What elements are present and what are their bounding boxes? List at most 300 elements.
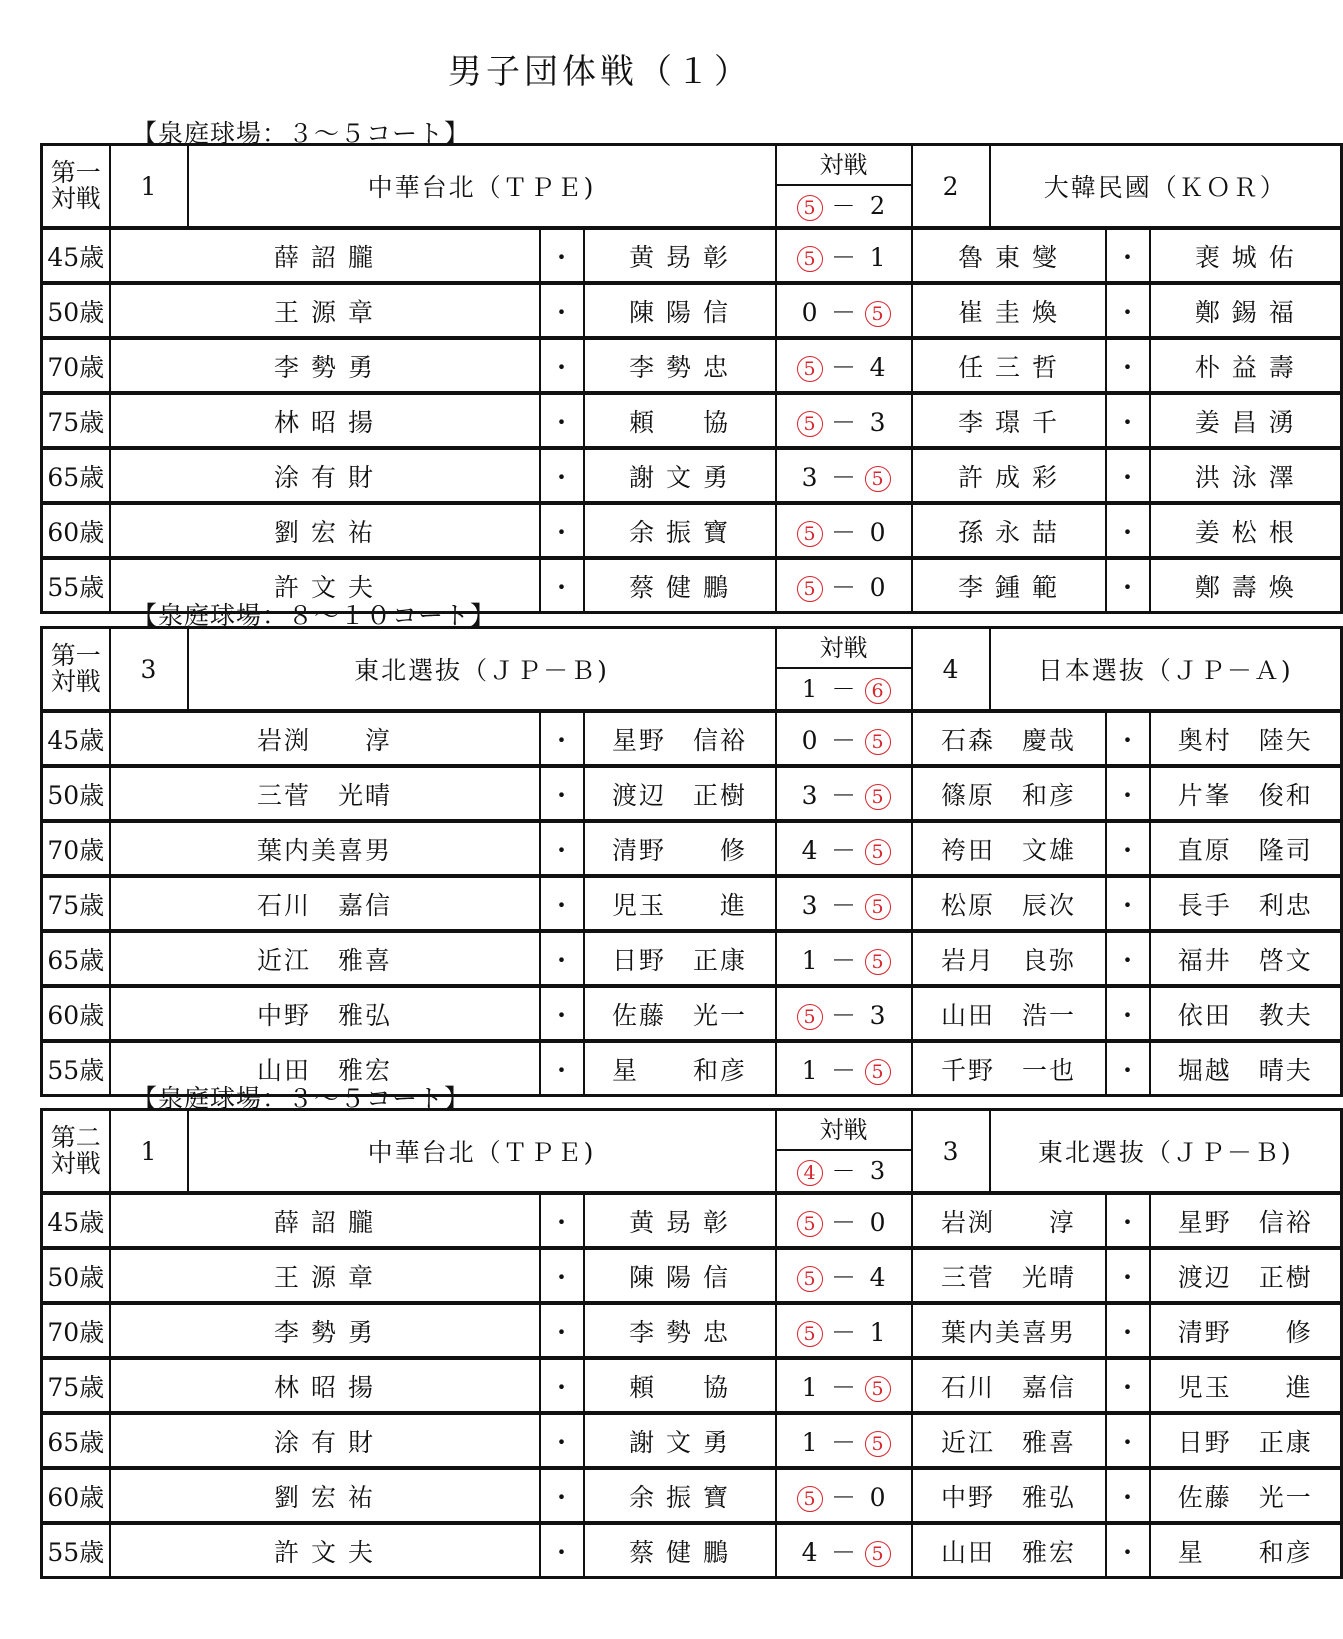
game-score [776,821,912,876]
team-a-player-2: 余 振 寶 [584,503,776,558]
team-b-player-2: 星野 信裕 [1150,1193,1342,1248]
team-b-player-1: 千野 一也 [912,1041,1106,1096]
game-score [776,1303,912,1358]
game-score [776,558,912,613]
table-row [42,986,1342,1041]
game-score [776,503,912,558]
team-a-number: 1 [110,145,188,229]
team-a-player-1: 王 源 章 [110,1248,540,1303]
team-b-player-2: 奥村 陸矢 [1150,711,1342,766]
game-score [776,711,912,766]
table-row [42,931,1342,986]
team-a-name: 東北選抜（ＪＰ－Ｂ) [188,628,776,712]
score-b: 0 [869,1207,886,1237]
table-row [42,1193,1342,1248]
team-b-player-2: 佐藤 光一 [1150,1468,1342,1523]
score-dash: － [831,780,857,810]
score-dash: － [831,725,857,755]
table-row [42,1041,1342,1096]
game-score [776,448,912,503]
age-category: 45歳 [42,228,110,283]
score-b [861,298,895,328]
winner-circle: 5 [865,1541,891,1567]
team-a-player-1: 李 勢 勇 [110,338,540,393]
winner-circle: 5 [797,411,823,437]
game-score [776,1523,912,1578]
score-b: 0 [869,517,886,547]
pair-separator: ・ [540,1303,584,1358]
team-a-player-1: 林 昭 揚 [110,393,540,448]
team-b-player-2: 日野 正康 [1150,1413,1342,1468]
age-category: 55歳 [42,1523,110,1578]
match-score-cell [776,1110,912,1194]
table-row [42,448,1342,503]
score-a: 1 [801,1372,818,1402]
team-b-name: 大韓民國（ＫＯＲ） [990,145,1342,229]
team-b-player-1: 許 成 彩 [912,448,1106,503]
score-b [861,946,895,976]
age-category: 60歳 [42,986,110,1041]
team-a-player-1: 薛 詔 朧 [110,228,540,283]
pair-separator: ・ [540,711,584,766]
team-a-player-2: 李 勢 忠 [584,1303,776,1358]
pair-separator: ・ [1106,338,1150,393]
table-row [42,711,1342,766]
team-a-player-2: 黄 昮 彰 [584,1193,776,1248]
team-a-name: 中華台北（ＴＰＥ) [188,1110,776,1194]
score-a [793,1151,827,1191]
score-a [793,243,827,273]
winner-circle: 5 [797,1004,823,1030]
team-a-player-2: 陳 陽 信 [584,1248,776,1303]
team-b-player-1: 袴田 文雄 [912,821,1106,876]
score-a: 3 [801,780,818,810]
score-dash: － [831,835,857,865]
pair-separator: ・ [540,1193,584,1248]
pair-separator: ・ [1106,1248,1150,1303]
score-dash: － [831,407,857,437]
team-a-player-1: 劉 宏 祐 [110,1468,540,1523]
score-a: 4 [801,1537,818,1567]
age-category: 50歳 [42,283,110,338]
pair-separator: ・ [540,1041,584,1096]
pair-separator: ・ [540,503,584,558]
table-row [42,1523,1342,1578]
venue-label: 【泉庭球場：８～１０コート】 [132,601,497,630]
match-table [40,143,1343,614]
score-dash: － [831,1482,857,1512]
score-b [861,891,895,921]
winner-circle: 5 [865,784,891,810]
age-category: 70歳 [42,821,110,876]
venue-label: 【泉庭球場：３～５コート】 [132,1084,471,1113]
age-category: 60歳 [42,1468,110,1523]
game-score [776,228,912,283]
table-row [42,1358,1342,1413]
winner-circle: 5 [797,1266,823,1292]
winner-circle: 5 [865,466,891,492]
team-a-player-1: 許 文 夫 [110,1523,540,1578]
age-category: 75歳 [42,876,110,931]
pair-separator: ・ [540,1413,584,1468]
score-a: 0 [801,725,818,755]
pair-separator: ・ [540,283,584,338]
winner-circle: 5 [865,1376,891,1402]
age-category: 75歳 [42,1358,110,1413]
team-b-player-2: 姜 松 根 [1150,503,1342,558]
score-dash: － [831,1317,857,1347]
pair-separator: ・ [540,1248,584,1303]
score-a [793,518,827,548]
round-label-line: 対戦 [50,1149,101,1178]
match-header-row [42,628,1342,712]
team-a-player-2: 黄 昮 彰 [584,228,776,283]
age-category: 55歳 [42,1041,110,1096]
table-row [42,876,1342,931]
score-dash: － [831,297,857,327]
score-a [793,408,827,438]
score-a [793,1001,827,1031]
match-total-score [777,669,911,709]
team-b-name: 東北選抜（ＪＰ－Ｂ) [990,1110,1342,1194]
age-category: 65歳 [42,931,110,986]
score-dash: － [831,517,857,547]
score-b: 0 [869,1482,886,1512]
team-a-player-2: 謝 文 勇 [584,448,776,503]
round-label [42,628,110,712]
document-title: 男子団体戦（１） [448,52,752,92]
pair-separator: ・ [1106,1041,1150,1096]
age-category: 70歳 [42,1303,110,1358]
score-dash: － [831,1207,857,1237]
team-a-player-2: 陳 陽 信 [584,283,776,338]
match-header-row [42,1110,1342,1194]
pair-separator: ・ [1106,1303,1150,1358]
score-a: 3 [801,890,818,920]
team-a-player-1: 涂 有 財 [110,448,540,503]
team-a-player-1: 中野 雅弘 [110,986,540,1041]
pair-separator: ・ [540,1468,584,1523]
score-dash: － [831,572,857,602]
team-a-player-2: 日野 正康 [584,931,776,986]
pair-separator: ・ [1106,228,1150,283]
team-b-player-1: 山田 雅宏 [912,1523,1106,1578]
team-a-player-2: 児玉 進 [584,876,776,931]
team-b-player-2: 裵 城 佑 [1150,228,1342,283]
team-a-number: 1 [110,1110,188,1194]
score-b: 1 [869,242,886,272]
score-dash: － [831,1537,857,1567]
team-b-player-2: 姜 昌 湧 [1150,393,1342,448]
age-category: 70歳 [42,338,110,393]
age-category: 55歳 [42,558,110,613]
team-b-player-2: 児玉 進 [1150,1358,1342,1413]
winner-circle: 5 [865,894,891,920]
winner-circle: 4 [797,1160,823,1186]
vs-label: 対戦 [777,629,911,669]
team-b-player-2: 依田 教夫 [1150,986,1342,1041]
winner-circle: 5 [797,1486,823,1512]
score-a: 1 [801,1055,818,1085]
pair-separator: ・ [1106,393,1150,448]
score-b [861,836,895,866]
age-category: 45歳 [42,1193,110,1248]
score-a: 0 [801,297,818,327]
score-b [861,1056,895,1086]
game-score [776,1468,912,1523]
pair-separator: ・ [540,821,584,876]
pair-separator: ・ [1106,1358,1150,1413]
pair-separator: ・ [1106,1523,1150,1578]
team-b-player-1: 任 三 哲 [912,338,1106,393]
table-row [42,1248,1342,1303]
score-b [861,1538,895,1568]
table-row [42,1468,1342,1523]
team-b-player-1: 近江 雅喜 [912,1413,1106,1468]
round-label [42,145,110,229]
match-table [40,626,1343,1097]
pair-separator: ・ [540,986,584,1041]
table-row [42,766,1342,821]
team-a-player-1: 許 文 夫 [110,558,540,613]
game-score [776,1358,912,1413]
team-a-player-1: 山田 雅宏 [110,1041,540,1096]
table-row [42,228,1342,283]
team-b-player-1: 篠原 和彦 [912,766,1106,821]
score-b: 4 [869,1262,886,1292]
pair-separator: ・ [540,876,584,931]
team-b-player-1: 魯 東 燮 [912,228,1106,283]
score-b [861,1373,895,1403]
table-row [42,338,1342,393]
match-score-cell [776,628,912,712]
match-total-score [777,1151,911,1191]
team-b-player-2: 鄭 錫 福 [1150,283,1342,338]
score-dash: － [831,192,856,220]
team-a-number: 3 [110,628,188,712]
round-label-line: 対戦 [50,184,101,213]
winner-circle: 5 [797,246,823,272]
pair-separator: ・ [1106,986,1150,1041]
team-b-player-2: 清野 修 [1150,1303,1342,1358]
score-a [793,1208,827,1238]
round-label-line: 第一 [50,158,101,187]
score-b [861,781,895,811]
team-a-player-1: 薛 詔 朧 [110,1193,540,1248]
age-category: 65歳 [42,1413,110,1468]
pair-separator: ・ [1106,1468,1150,1523]
pair-separator: ・ [1106,821,1150,876]
team-a-player-2: 蔡 健 鵬 [584,1523,776,1578]
age-category: 75歳 [42,393,110,448]
pair-separator: ・ [540,1358,584,1413]
score-b: 2 [869,192,886,220]
score-dash: － [831,462,857,492]
winner-circle: 5 [797,521,823,547]
game-score [776,338,912,393]
team-a-player-2: 星野 信裕 [584,711,776,766]
score-dash: － [831,890,857,920]
table-row [42,503,1342,558]
match-total-score [777,186,911,226]
team-a-player-2: 清野 修 [584,821,776,876]
table-row [42,393,1342,448]
team-b-player-1: 李 鍾 範 [912,558,1106,613]
pair-separator: ・ [1106,766,1150,821]
team-a-player-1: 近江 雅喜 [110,931,540,986]
team-b-player-1: 葉内美喜男 [912,1303,1106,1358]
team-a-player-1: 王 源 章 [110,283,540,338]
team-b-player-2: 直原 隆司 [1150,821,1342,876]
team-a-player-1: 李 勢 勇 [110,1303,540,1358]
team-b-player-1: 石川 嘉信 [912,1358,1106,1413]
team-b-player-2: 渡辺 正樹 [1150,1248,1342,1303]
score-dash: － [831,242,857,272]
round-label-line: 第二 [50,1123,101,1152]
winner-circle: 5 [797,356,823,382]
score-b: 3 [869,1157,886,1185]
team-a-player-2: 頼 協 [584,1358,776,1413]
round-label-line: 対戦 [50,667,101,696]
score-dash: － [831,675,856,703]
score-a: 3 [801,462,818,492]
team-b-player-2: 鄭 壽 煥 [1150,558,1342,613]
vs-label: 対戦 [777,1111,911,1151]
age-category: 60歳 [42,503,110,558]
score-dash: － [831,1157,856,1185]
team-a-name: 中華台北（ＴＰＥ) [188,145,776,229]
score-dash: － [831,1000,857,1030]
score-a [793,1263,827,1293]
team-a-player-1: 涂 有 財 [110,1413,540,1468]
pair-separator: ・ [540,393,584,448]
score-dash: － [831,1372,857,1402]
table-row [42,1303,1342,1358]
pair-separator: ・ [1106,1193,1150,1248]
score-b [861,1428,895,1458]
pair-separator: ・ [1106,283,1150,338]
score-a [793,573,827,603]
team-b-player-1: 三菅 光晴 [912,1248,1106,1303]
score-b [861,669,895,709]
team-a-player-1: 葉内美喜男 [110,821,540,876]
pair-separator: ・ [540,448,584,503]
team-a-player-2: 蔡 健 鵬 [584,558,776,613]
team-b-player-1: 石森 慶哉 [912,711,1106,766]
score-a: 1 [801,675,818,703]
score-b [861,463,895,493]
winner-circle: 5 [865,1431,891,1457]
game-score [776,283,912,338]
winner-circle: 5 [865,729,891,755]
pair-separator: ・ [540,338,584,393]
team-b-player-2: 洪 泳 澤 [1150,448,1342,503]
winner-circle: 6 [865,678,891,704]
winner-circle: 5 [797,1321,823,1347]
team-a-player-2: 余 振 寶 [584,1468,776,1523]
score-dash: － [831,945,857,975]
game-score [776,1193,912,1248]
score-a [793,186,827,226]
team-b-player-1: 山田 浩一 [912,986,1106,1041]
team-a-player-2: 星 和彦 [584,1041,776,1096]
team-a-player-1: 三菅 光晴 [110,766,540,821]
team-a-player-2: 佐藤 光一 [584,986,776,1041]
winner-circle: 5 [797,576,823,602]
team-b-player-1: 崔 圭 煥 [912,283,1106,338]
age-category: 65歳 [42,448,110,503]
score-a [793,1483,827,1513]
score-b: 4 [869,352,886,382]
team-a-player-1: 岩渕 淳 [110,711,540,766]
game-score [776,766,912,821]
pair-separator: ・ [540,766,584,821]
pair-separator: ・ [1106,876,1150,931]
age-category: 45歳 [42,711,110,766]
team-b-player-1: 中野 雅弘 [912,1468,1106,1523]
pair-separator: ・ [540,558,584,613]
team-b-number: 4 [912,628,990,712]
score-a [793,353,827,383]
team-b-player-2: 堀越 晴夫 [1150,1041,1342,1096]
pair-separator: ・ [1106,711,1150,766]
score-b: 3 [869,407,886,437]
team-a-player-1: 林 昭 揚 [110,1358,540,1413]
pair-separator: ・ [540,1523,584,1578]
team-b-player-1: 李 璟 千 [912,393,1106,448]
score-b: 3 [869,1000,886,1030]
pair-separator: ・ [1106,448,1150,503]
score-a: 1 [801,1427,818,1457]
winner-circle: 5 [865,1059,891,1085]
team-b-player-1: 岩渕 淳 [912,1193,1106,1248]
team-b-player-2: 朴 益 壽 [1150,338,1342,393]
team-b-player-1: 岩月 良弥 [912,931,1106,986]
pair-separator: ・ [1106,931,1150,986]
team-b-name: 日本選抜（ＪＰ－Ａ) [990,628,1342,712]
team-b-number: 2 [912,145,990,229]
winner-circle: 5 [865,839,891,865]
score-dash: － [831,1055,857,1085]
venue-label: 【泉庭球場：３～５コート】 [132,119,471,148]
game-score [776,393,912,448]
team-a-player-2: 渡辺 正樹 [584,766,776,821]
age-category: 50歳 [42,766,110,821]
score-a [793,1318,827,1348]
game-score [776,1248,912,1303]
score-a: 1 [801,945,818,975]
team-b-player-2: 長手 利忠 [1150,876,1342,931]
team-a-player-2: 謝 文 勇 [584,1413,776,1468]
table-row [42,821,1342,876]
round-label [42,1110,110,1194]
match-header-row [42,145,1342,229]
pair-separator: ・ [540,228,584,283]
team-b-player-2: 片峯 俊和 [1150,766,1342,821]
score-b: 1 [869,1317,886,1347]
game-score [776,876,912,931]
match-score-cell [776,145,912,229]
pair-separator: ・ [540,931,584,986]
team-b-player-2: 福井 啓文 [1150,931,1342,986]
team-a-player-1: 劉 宏 祐 [110,503,540,558]
table-row [42,1413,1342,1468]
table-row [42,558,1342,613]
score-a: 4 [801,835,818,865]
game-score [776,1413,912,1468]
round-label-line: 第一 [50,641,101,670]
team-a-player-2: 頼 協 [584,393,776,448]
